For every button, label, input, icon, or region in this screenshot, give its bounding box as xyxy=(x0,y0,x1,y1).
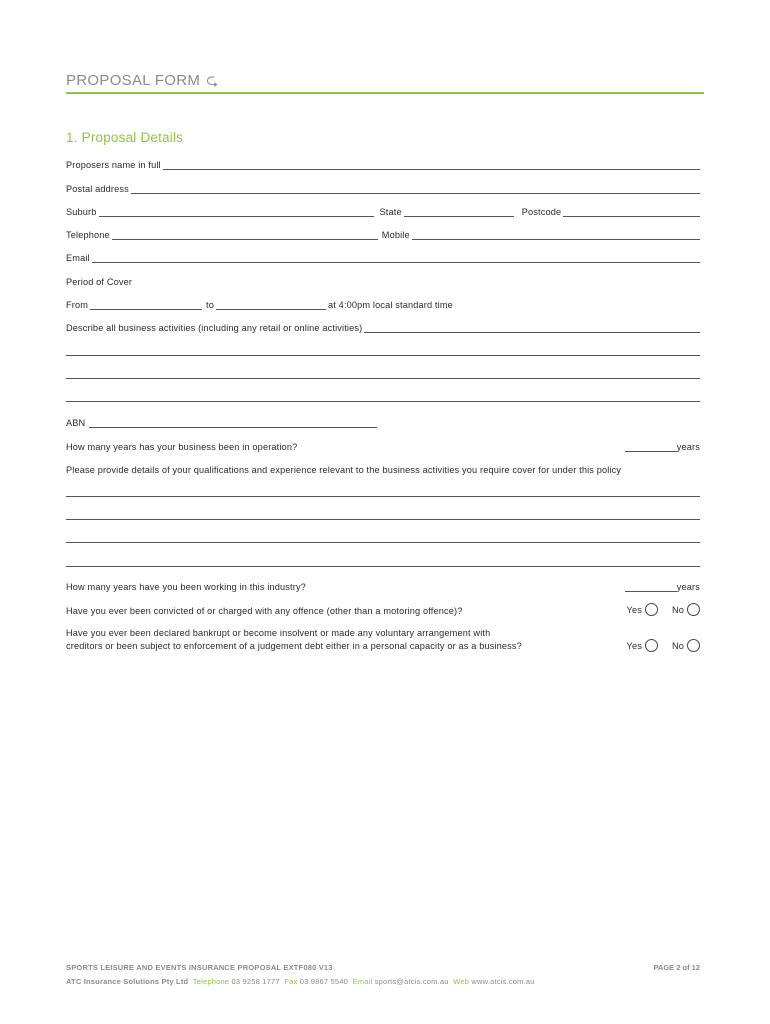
telephone-row xyxy=(66,226,700,240)
email-row xyxy=(66,249,700,263)
footer-form-name: SPORTS LEISURE AND EVENTS INSURANCE PROPOSAL EXTF080 V13 xyxy=(66,963,333,972)
period-of-cover-label: Period of Cover xyxy=(66,277,133,287)
page-title: PROPOSAL FORM xyxy=(66,72,201,89)
activities-line-2[interactable] xyxy=(66,355,700,356)
from-date-field[interactable] xyxy=(90,300,202,310)
footer-web[interactable]: www.atcis.com.au xyxy=(471,977,535,986)
years-industry-unit: years xyxy=(676,582,700,592)
footer-page-number: PAGE 2 of 12 xyxy=(653,963,700,972)
years-industry-row xyxy=(66,578,700,592)
footer-fax-label: Fax xyxy=(284,977,298,986)
qualifications-line-3[interactable] xyxy=(66,542,700,543)
postcode-field[interactable] xyxy=(563,207,700,217)
convicted-yes-option[interactable] xyxy=(627,603,658,616)
postal-address-row xyxy=(66,180,700,194)
footer-email[interactable]: sports@atcis.com.au xyxy=(374,977,449,986)
qualifications-label: Please provide details of your qualifications and experience relevant to the business activities you require cover for under this policy xyxy=(66,465,622,475)
state-field[interactable] xyxy=(404,207,514,217)
qualifications-row xyxy=(66,461,700,475)
abn-row xyxy=(66,414,700,428)
years-operation-field[interactable] xyxy=(625,442,677,452)
bankrupt-yes-option[interactable] xyxy=(627,639,658,652)
postal-address-field[interactable] xyxy=(131,184,700,194)
activities-line-4[interactable] xyxy=(66,401,700,402)
page-header xyxy=(66,70,704,94)
abn-field[interactable] xyxy=(89,418,377,428)
years-industry-label: How many years have you been working in this industry? xyxy=(66,582,306,592)
bankrupt-yes-label: Yes xyxy=(626,640,642,651)
email-field[interactable] xyxy=(92,253,700,263)
activities-line-3[interactable] xyxy=(66,378,700,379)
convicted-row xyxy=(66,602,700,616)
footer-contact xyxy=(66,977,535,986)
abn-label: ABN xyxy=(66,418,86,428)
years-operation-row xyxy=(66,438,700,452)
from-to-row xyxy=(66,296,700,310)
activities-label: Describe all business activities (including any retail or online activities) xyxy=(66,323,363,333)
telephone-field[interactable] xyxy=(112,230,378,240)
bankrupt-no-label: No xyxy=(671,640,684,651)
footer-fax: 03 9867 5540 xyxy=(299,977,349,986)
proposer-name-row xyxy=(66,156,700,170)
convicted-no-label: No xyxy=(671,604,684,615)
email-label: Email xyxy=(66,253,90,263)
mobile-field[interactable] xyxy=(412,230,700,240)
convicted-yes-label: Yes xyxy=(626,604,642,615)
from-label: From xyxy=(66,300,89,310)
to-date-field[interactable] xyxy=(216,300,326,310)
activities-row xyxy=(66,319,700,333)
footer-company: ATC Insurance Solutions Pty Ltd xyxy=(66,977,189,986)
proposer-name-field[interactable] xyxy=(163,160,700,170)
footer-telephone: 03 9258 1777 xyxy=(231,977,280,986)
bankrupt-yes-radio[interactable] xyxy=(645,639,658,652)
footer-web-label: Web xyxy=(453,977,470,986)
bankrupt-label-line2: creditors or been subject to enforcement of a judgement debt either in a personal capacity or as a business? xyxy=(66,640,522,651)
footer-email-label: Email xyxy=(352,977,373,986)
convicted-yes-radio[interactable] xyxy=(645,603,658,616)
bankrupt-label-line1: Have you ever been declared bankrupt or become insolvent or made any voluntary arrangement with xyxy=(66,628,491,638)
years-industry-field[interactable] xyxy=(625,582,677,592)
years-operation-unit: years xyxy=(676,442,700,452)
telephone-label: Telephone xyxy=(66,230,110,240)
postcode-label: Postcode xyxy=(521,207,562,217)
suburb-label: Suburb xyxy=(66,207,97,217)
state-label: State xyxy=(379,207,402,217)
qualifications-line-4[interactable] xyxy=(66,566,700,567)
bankrupt-no-radio[interactable] xyxy=(687,639,700,652)
convicted-label: Have you ever been convicted of or charged with any offence (other than a motoring offence)? xyxy=(66,606,463,616)
years-operation-label: How many years has your business been in operation? xyxy=(66,442,298,452)
period-of-cover-row xyxy=(66,273,700,287)
suburb-row xyxy=(66,203,700,217)
time-note: at 4:00pm local standard time xyxy=(328,300,453,310)
suburb-field[interactable] xyxy=(99,207,374,217)
bankrupt-no-option[interactable] xyxy=(672,639,700,652)
bankrupt-row xyxy=(66,627,700,652)
convicted-no-radio[interactable] xyxy=(687,603,700,616)
proposer-name-label: Proposers name in full xyxy=(66,160,161,170)
convicted-no-option[interactable] xyxy=(672,603,700,616)
section-title: 1. Proposal Details xyxy=(66,130,184,145)
activities-field[interactable] xyxy=(364,323,700,333)
arrow-return-icon: ⮎ xyxy=(206,72,219,89)
postal-address-label: Postal address xyxy=(66,184,129,194)
mobile-label: Mobile xyxy=(381,230,410,240)
to-label: to xyxy=(206,300,215,310)
qualifications-line-1[interactable] xyxy=(66,496,700,497)
footer-telephone-label: Telephone xyxy=(192,977,230,986)
qualifications-line-2[interactable] xyxy=(66,519,700,520)
